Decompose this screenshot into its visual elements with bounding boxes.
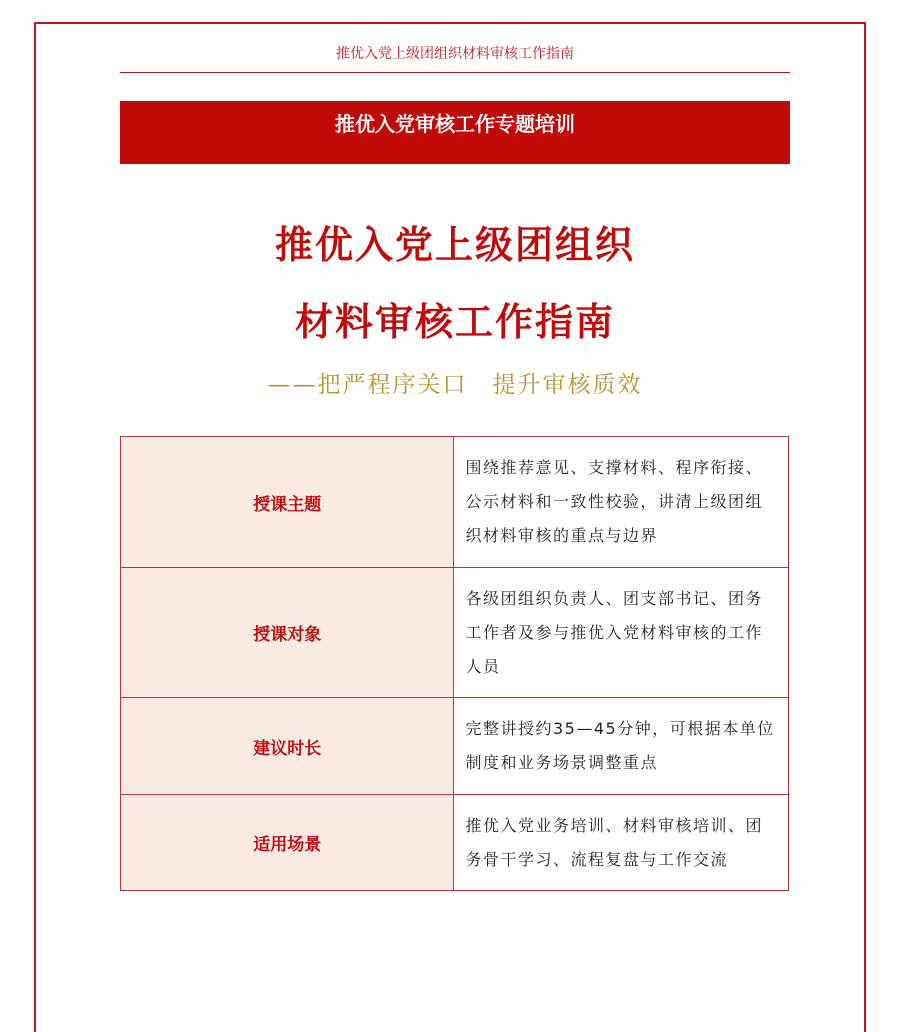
row-value: 完整讲授约35—45分钟，可根据本单位制度和业务场景调整重点 — [454, 698, 789, 795]
training-banner: 推优入党审核工作专题培训 — [120, 101, 790, 164]
table-row — [121, 437, 789, 568]
document-title-line-2: 材料审核工作指南 — [294, 300, 615, 344]
course-info-table — [120, 436, 789, 891]
table-row — [121, 698, 789, 795]
row-label: 建议时长 — [121, 698, 454, 795]
row-label: 授课主题 — [121, 437, 454, 568]
row-value: 围绕推荐意见、支撑材料、程序衔接、公示材料和一致性校验，讲清上级团组织材料审核的重点与边界 — [454, 437, 789, 568]
table-row — [121, 568, 789, 698]
document-title-line-1: 推优入党上级团组织 — [274, 223, 635, 267]
running-header: 推优入党上级团组织材料审核工作指南 — [120, 40, 790, 73]
row-label: 适用场景 — [121, 795, 454, 891]
row-value: 推优入党业务培训、材料审核培训、团务骨干学习、流程复盘与工作交流 — [454, 795, 789, 891]
row-value: 各级团组织负责人、团支部书记、团务工作者及参与推优入党材料审核的工作人员 — [454, 568, 789, 698]
row-label: 授课对象 — [121, 568, 454, 698]
document-subtitle: ——把严程序关口 提升审核质效 — [267, 372, 643, 398]
table-row — [121, 795, 789, 891]
